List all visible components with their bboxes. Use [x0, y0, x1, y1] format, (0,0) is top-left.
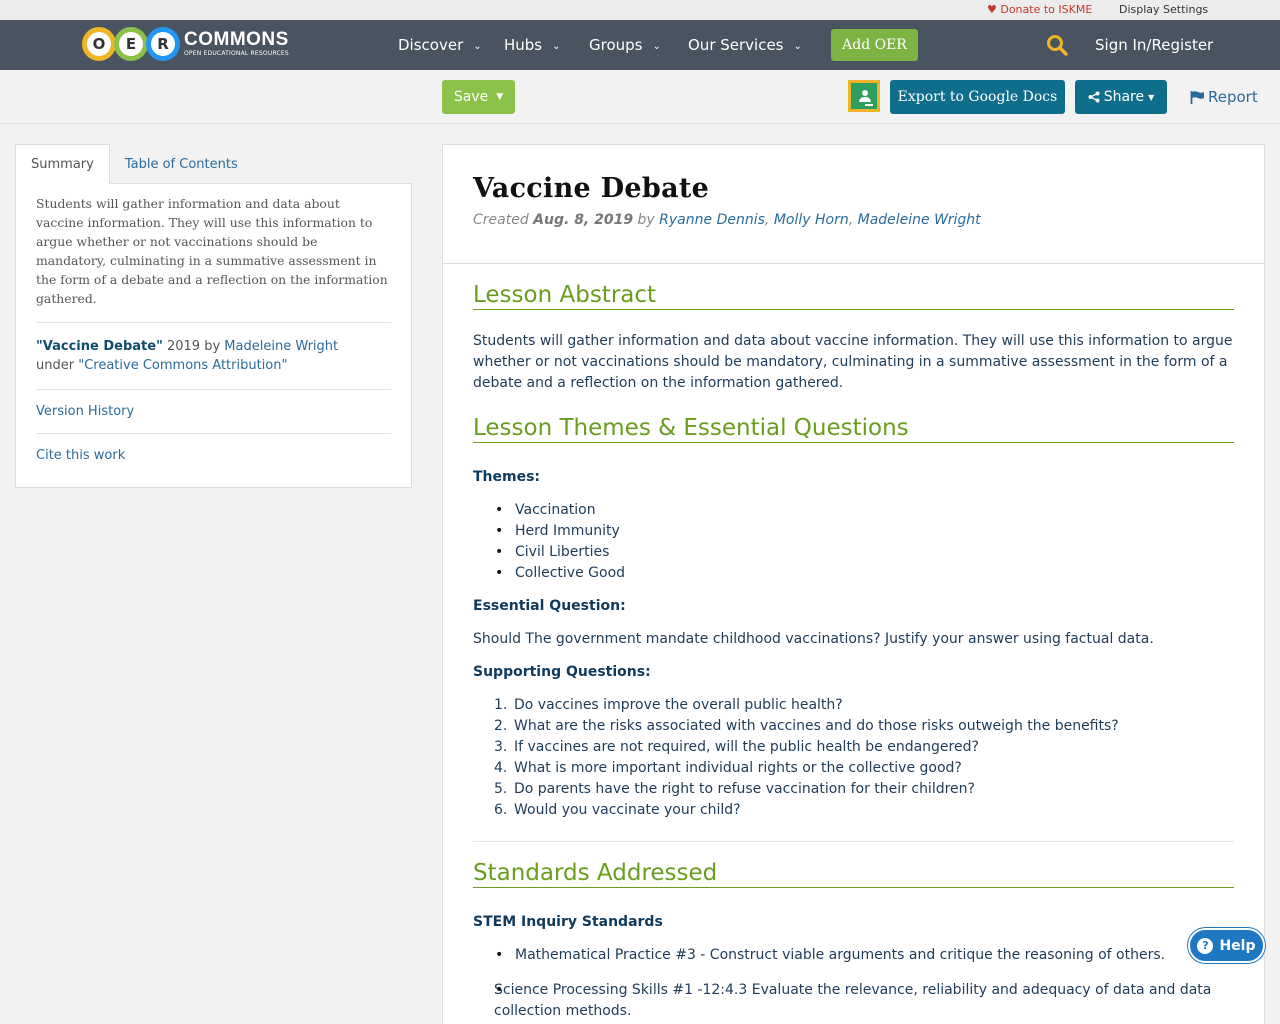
utility-bar: [0, 0, 1280, 20]
search-icon[interactable]: [1046, 34, 1068, 56]
resource-header: [443, 145, 1264, 264]
flag-icon: [1190, 91, 1204, 104]
list-item: 3. If vaccines are not required, will the public health be endangered?: [494, 739, 979, 755]
report-label: Report: [1208, 88, 1258, 106]
donate-label: Donate to ISKME: [1000, 3, 1093, 16]
resource-body: [443, 264, 1264, 1022]
section-heading-themes: Lesson Themes & Essential Questions: [473, 415, 1234, 443]
list-item: • Collective Good: [473, 563, 1234, 584]
author-link[interactable]: Ryanne Dennis: [659, 212, 765, 228]
by-label: by: [633, 212, 660, 228]
nav-hubs-label: Hubs: [504, 36, 543, 54]
share-button[interactable]: [1075, 80, 1167, 114]
panel-tabs: [15, 144, 412, 184]
author-link[interactable]: Molly Horn: [773, 212, 849, 228]
resource-content: [442, 144, 1265, 1024]
nav-discover[interactable]: [398, 36, 482, 54]
caret-down-icon: ▼: [496, 92, 504, 102]
version-history-link[interactable]: Version History: [36, 404, 135, 419]
list-item: 4. What is more important individual rights or the collective good?: [494, 760, 962, 776]
nav-discover-label: Discover: [398, 36, 464, 54]
chevron-down-icon: ⌄: [652, 40, 661, 52]
list-item: 1. Do vaccines improve the overall public health?: [494, 697, 843, 713]
cite-this-work-link[interactable]: Cite this work: [36, 448, 126, 463]
nav-our-services-label: Our Services: [688, 36, 784, 54]
help-button[interactable]: [1188, 928, 1265, 963]
nav-our-services[interactable]: [688, 36, 802, 54]
question-text: Do vaccines improve the overall public health?: [514, 697, 843, 713]
abstract-text: Students will gather information and data about vaccine information. They will use this information to argue whether or not vaccinations should be mandatory, culminating in a summative assessment in the form of a debate and a reflection on the information gathered.: [473, 333, 1233, 391]
question-text: What is more important individual rights or the collective good?: [514, 760, 962, 776]
caret-down-icon: ▼: [1148, 92, 1155, 102]
attribution-year: 2019 by: [162, 339, 225, 354]
list-item: 2. What are the risks associated with vaccines and do those risks outweigh the benefits?: [494, 718, 1119, 734]
summary-text: Students will gather information and data about vaccine information. They will use this information to argue whether or not vaccinations should be mandatory, culminating in a summative assessment in the form of a debate and a reflection on the information gathered.: [36, 194, 391, 323]
logo-letter-e: E: [114, 27, 148, 61]
export-google-docs-button[interactable]: Export to Google Docs: [890, 80, 1065, 114]
question-text: Do parents have the right to refuse vaccination for their children?: [514, 781, 975, 797]
add-oer-button[interactable]: Add OER: [831, 29, 918, 61]
question-text: What are the risks associated with vaccines and do those risks outweigh the benefits?: [514, 718, 1119, 734]
panel-body: [15, 183, 412, 488]
cite-row: [36, 434, 391, 477]
list-item: 6. Would you vaccinate your child?: [494, 802, 741, 818]
chevron-down-icon: ⌄: [552, 40, 561, 52]
attribution-under: under: [36, 358, 79, 373]
logo-tagline: OPEN EDUCATIONAL RESOURCES: [184, 50, 289, 57]
list-item: • Herd Immunity: [473, 521, 1234, 542]
help-label: Help: [1219, 937, 1256, 954]
supporting-questions-list: [473, 695, 1234, 821]
section-heading-abstract: Lesson Abstract: [473, 282, 1234, 310]
list-item: • Vaccination: [473, 500, 1234, 521]
logo-letter-r: R: [146, 27, 180, 61]
essential-question-text: Should The government mandate childhood vaccinations? Justify your answer using factual data.: [473, 631, 1154, 647]
report-link[interactable]: [1190, 88, 1258, 106]
version-history-row: [36, 390, 391, 434]
save-label: Save: [453, 89, 489, 105]
stem-standards-label: STEM Inquiry Standards: [473, 914, 663, 930]
author-link[interactable]: Madeleine Wright: [857, 212, 981, 228]
main-nav: [0, 20, 1280, 70]
save-button[interactable]: [442, 80, 515, 114]
question-text: Would you vaccinate your child?: [514, 802, 741, 818]
signin-register-link[interactable]: Sign In/Register: [1095, 36, 1214, 54]
list-item: • Science Processing Skills #1 -12:4.3 Evaluate the relevance, reliability and adequacy of data and data collection methods.: [473, 980, 1234, 1022]
donate-link[interactable]: ♥ Donate to ISKME: [987, 3, 1093, 16]
share-label: Share: [1103, 89, 1145, 105]
tab-table-of-contents[interactable]: Table of Contents: [124, 156, 238, 172]
logo-wordmark: [184, 30, 289, 57]
resource-toolbar: [0, 70, 1280, 124]
nav-groups[interactable]: [589, 36, 661, 54]
oer-commons-logo[interactable]: [82, 26, 289, 61]
themes-list: [473, 500, 1234, 584]
supporting-questions-label: Supporting Questions:: [473, 664, 651, 680]
question-icon: ?: [1197, 938, 1213, 954]
tab-summary[interactable]: Summary: [15, 144, 110, 184]
nav-groups-label: Groups: [589, 36, 643, 54]
display-settings-link[interactable]: Display Settings: [1119, 3, 1209, 16]
created-date: Aug. 8, 2019: [533, 212, 634, 228]
summary-panel: [15, 144, 412, 488]
section-divider: [473, 841, 1234, 842]
list-item: • Civil Liberties: [473, 542, 1234, 563]
attribution: [36, 323, 391, 390]
list-item: 5. Do parents have the right to refuse vaccination for their children?: [494, 781, 975, 797]
nav-hubs[interactable]: [504, 36, 561, 54]
list-item: • Mathematical Practice #3 - Construct viable arguments and critique the reasoning of others.: [473, 945, 1234, 966]
attribution-author-link[interactable]: Madeleine Wright: [224, 339, 339, 354]
byline: Created Aug. 8, 2019 by Ryanne Dennis, Molly Horn, Madeleine Wright: [473, 212, 981, 228]
created-label: Created: [473, 212, 534, 228]
license-link[interactable]: "Creative Commons Attribution": [78, 358, 288, 373]
google-classroom-icon[interactable]: [848, 80, 880, 112]
stem-standards-list: [473, 945, 1234, 1022]
page-title: Vaccine Debate: [473, 173, 710, 204]
attribution-title: "Vaccine Debate": [36, 339, 163, 354]
essential-question-label: Essential Question:: [473, 598, 626, 614]
themes-label: Themes:: [473, 469, 541, 485]
logo-wordmark-text: COMMONS: [184, 29, 289, 50]
question-text: If vaccines are not required, will the public health be endangered?: [514, 739, 979, 755]
section-heading-standards: Standards Addressed: [473, 860, 1234, 888]
chevron-down-icon: ⌄: [793, 40, 802, 52]
share-icon: [1088, 91, 1100, 103]
logo-letter-o: O: [82, 27, 116, 61]
chevron-down-icon: ⌄: [473, 40, 482, 52]
